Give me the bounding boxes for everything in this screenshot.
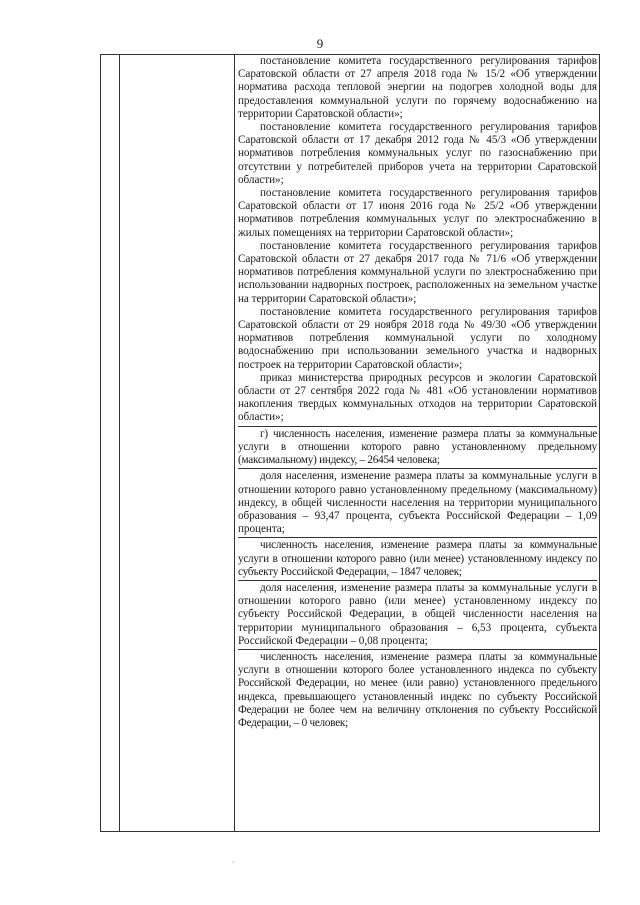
paragraph: численность населения, изменение размера платы за коммунальные услуги в отношении которого более установленного индекса по субъекту Российской Федерации, но менее (или равно) установленного предельного индекса, превышающего установленный индекс по субъекту Российской Федерации не более чем на величину отклонения по субъекту Российской Федерации, – 0 человек;: [238, 650, 597, 729]
table-column-content: [235, 55, 599, 831]
paragraph: численность населения, изменение размера платы за коммунальные услуги в отношении которого равно (или менее) установленному индексу по субъекту Российской Федерации, – 1847 человек;: [238, 539, 597, 578]
page-number: 9: [316, 36, 324, 51]
paragraph: г) численность населения, изменение размера платы за коммунальные услуги в отношении которого равно установленному предельному (максимальному) индексу, – 26454 человека;: [238, 427, 597, 467]
paragraph: доля населения, изменение размера платы за коммунальные услуги в отношении которого равно установленному предельному (максимальному) индексу, в общей численности населения на территории муниципального образования – 93,47 процента, субъекта Российской Федерации – 1,09 процента;: [238, 470, 597, 536]
scan-mark: ·: [232, 858, 235, 867]
paragraph: постановление комитета государственного регулирования тарифов Саратовской области от 27 декабря 2017 года № 71/6 «Об утверждении нормативов потребления коммунальной услуги по электроснабжению при использовании надворных построек, расположенных на земельном участке на территории Саратовской области»;: [238, 239, 597, 305]
paragraph: доля населения, изменение размера платы за коммунальные услуги в отношении которого равно (или менее) установленному индексу по субъекту Российской Федерации, в общей численности населения на территории муниципального образования – 6,53 процента, субъекта Российской Федерации – 0,08 процента;: [238, 581, 597, 647]
table-column-number: [101, 55, 120, 831]
paragraph: постановление комитета государственного регулирования тарифов Саратовской области от 27 апреля 2018 года № 15/2 «Об утверждении норматива расхода тепловой энергии на подогрев холодной воды для предоставления коммунальной услуги по горячему водоснабжению на территории Саратовской области»;: [238, 55, 597, 120]
paragraph: приказ министерства природных ресурсов и экологии Саратовской области от 27 сентября 2022 года № 481 «Об установлении нормативов накопления твердых коммунальных отходов на территории Саратовской области»;: [238, 371, 597, 424]
paragraph: постановление комитета государственного регулирования тарифов Саратовской области от 17 июня 2016 года № 25/2 «Об утверждении нормативов потребления коммунальных услуг по электроснабжению в жилых помещениях на территории Саратовской области»;: [238, 187, 597, 239]
table-column-label: [120, 55, 235, 831]
paragraph: постановление комитета государственного регулирования тарифов Саратовской области от 29 ноября 2018 года № 49/30 «Об утверждении нормативов потребления коммунальной услуги по холодному водоснабжению при использовании земельного участка и надворных построек на территории Саратовской области»;: [238, 305, 597, 371]
document-table: [100, 54, 600, 832]
paragraph: постановление комитета государственного регулирования тарифов Саратовской области от 17 декабря 2012 года № 45/3 «Об утверждении нормативов потребления коммунальных услуг по газоснабжению при отсутствии у потребителей приборов учета на территории Саратовской области»;: [238, 121, 597, 186]
